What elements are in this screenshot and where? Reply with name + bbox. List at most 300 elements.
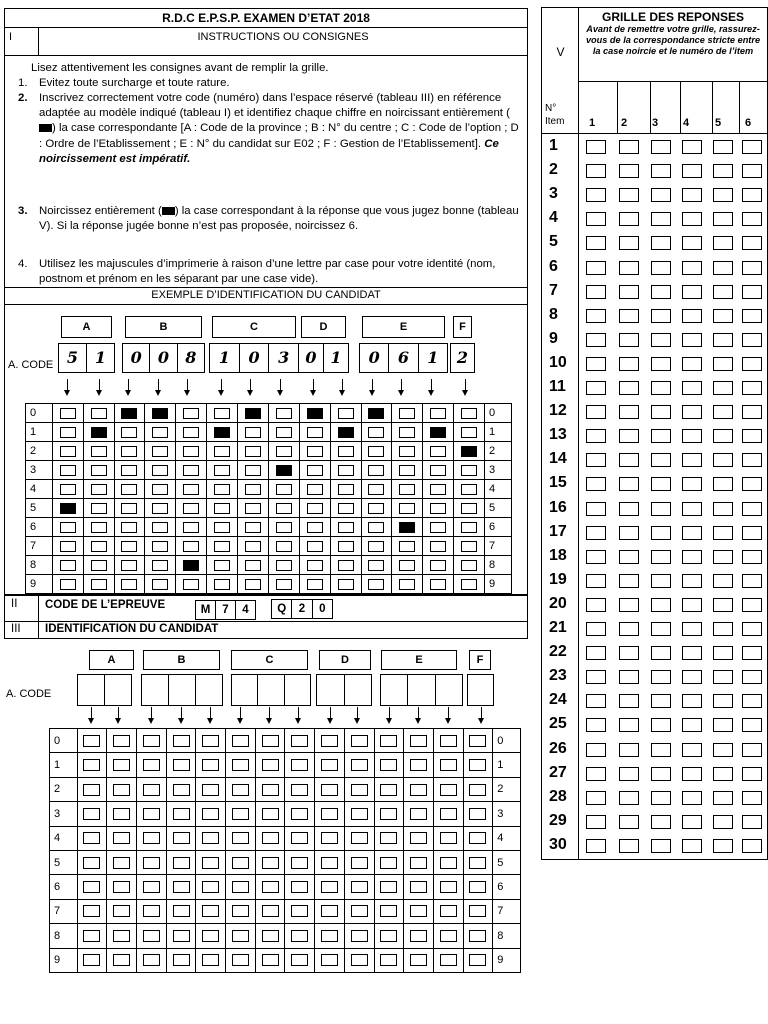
answer-bubble[interactable]: [651, 598, 671, 612]
answer-bubble[interactable]: [742, 598, 762, 612]
answer-bubble[interactable]: [586, 285, 606, 299]
candidate-bubble[interactable]: [113, 954, 130, 966]
answer-bubble[interactable]: [713, 502, 733, 516]
candidate-code-cell[interactable]: [105, 675, 131, 705]
candidate-bubble[interactable]: [291, 930, 308, 942]
answer-bubble[interactable]: [619, 791, 639, 805]
candidate-bubble[interactable]: [232, 759, 249, 771]
candidate-bubble[interactable]: [291, 954, 308, 966]
candidate-bubble[interactable]: [321, 784, 338, 796]
answer-bubble[interactable]: [651, 236, 671, 250]
answer-bubble[interactable]: [713, 381, 733, 395]
answer-bubble[interactable]: [586, 743, 606, 757]
answer-bubble[interactable]: [713, 694, 733, 708]
answer-bubble[interactable]: [682, 381, 702, 395]
answer-bubble[interactable]: [651, 357, 671, 371]
candidate-code-cell[interactable]: [232, 675, 258, 705]
answer-bubble[interactable]: [651, 670, 671, 684]
candidate-bubble[interactable]: [321, 857, 338, 869]
answer-bubble[interactable]: [713, 333, 733, 347]
answer-bubble[interactable]: [682, 502, 702, 516]
candidate-bubble[interactable]: [83, 759, 100, 771]
answer-bubble[interactable]: [682, 622, 702, 636]
candidate-bubble[interactable]: [440, 808, 457, 820]
candidate-bubble[interactable]: [113, 881, 130, 893]
answer-bubble[interactable]: [586, 646, 606, 660]
answer-bubble[interactable]: [586, 477, 606, 491]
candidate-bubble[interactable]: [232, 808, 249, 820]
candidate-bubble[interactable]: [380, 930, 397, 942]
candidate-bubble[interactable]: [232, 954, 249, 966]
answer-bubble[interactable]: [713, 718, 733, 732]
answer-bubble[interactable]: [651, 694, 671, 708]
candidate-bubble[interactable]: [262, 857, 279, 869]
candidate-bubble[interactable]: [262, 832, 279, 844]
answer-bubble[interactable]: [651, 188, 671, 202]
answer-bubble[interactable]: [682, 429, 702, 443]
answer-bubble[interactable]: [586, 767, 606, 781]
candidate-bubble[interactable]: [143, 881, 160, 893]
answer-bubble[interactable]: [713, 285, 733, 299]
answer-bubble[interactable]: [586, 261, 606, 275]
candidate-code-cell[interactable]: [285, 675, 310, 705]
candidate-bubble[interactable]: [173, 759, 190, 771]
answer-bubble[interactable]: [651, 839, 671, 853]
candidate-bubble[interactable]: [113, 735, 130, 747]
candidate-bubble[interactable]: [380, 759, 397, 771]
candidate-bubble[interactable]: [232, 905, 249, 917]
answer-bubble[interactable]: [742, 791, 762, 805]
candidate-bubble[interactable]: [113, 784, 130, 796]
answer-bubble[interactable]: [682, 718, 702, 732]
answer-bubble[interactable]: [713, 670, 733, 684]
answer-bubble[interactable]: [742, 767, 762, 781]
candidate-bubble[interactable]: [469, 881, 486, 893]
answer-bubble[interactable]: [713, 622, 733, 636]
candidate-bubble[interactable]: [173, 784, 190, 796]
candidate-bubble[interactable]: [380, 832, 397, 844]
answer-bubble[interactable]: [651, 164, 671, 178]
answer-bubble[interactable]: [619, 550, 639, 564]
answer-bubble[interactable]: [586, 502, 606, 516]
candidate-code-box[interactable]: [380, 674, 463, 706]
candidate-bubble[interactable]: [410, 784, 427, 796]
candidate-bubble[interactable]: [410, 857, 427, 869]
candidate-bubble[interactable]: [291, 784, 308, 796]
answer-bubble[interactable]: [586, 694, 606, 708]
candidate-bubble[interactable]: [469, 784, 486, 796]
candidate-bubble[interactable]: [351, 881, 368, 893]
candidate-bubble[interactable]: [173, 881, 190, 893]
answer-bubble[interactable]: [619, 236, 639, 250]
answer-bubble[interactable]: [619, 526, 639, 540]
candidate-bubble[interactable]: [321, 954, 338, 966]
candidate-code-cell[interactable]: [142, 675, 169, 705]
candidate-bubble[interactable]: [380, 905, 397, 917]
candidate-bubble[interactable]: [469, 832, 486, 844]
candidate-bubble[interactable]: [113, 759, 130, 771]
candidate-bubble[interactable]: [321, 832, 338, 844]
answer-bubble[interactable]: [619, 622, 639, 636]
candidate-code-cell[interactable]: [258, 675, 284, 705]
candidate-bubble[interactable]: [202, 784, 219, 796]
answer-bubble[interactable]: [713, 839, 733, 853]
answer-bubble[interactable]: [682, 333, 702, 347]
answer-bubble[interactable]: [586, 550, 606, 564]
candidate-bubble[interactable]: [469, 735, 486, 747]
answer-bubble[interactable]: [682, 550, 702, 564]
answer-bubble[interactable]: [713, 212, 733, 226]
answer-bubble[interactable]: [682, 839, 702, 853]
answer-bubble[interactable]: [586, 333, 606, 347]
answer-bubble[interactable]: [619, 429, 639, 443]
candidate-bubble[interactable]: [440, 905, 457, 917]
answer-bubble[interactable]: [713, 743, 733, 757]
candidate-bubble[interactable]: [410, 881, 427, 893]
candidate-bubble[interactable]: [143, 857, 160, 869]
answer-bubble[interactable]: [682, 743, 702, 757]
candidate-bubble[interactable]: [232, 832, 249, 844]
candidate-code-cell[interactable]: [436, 675, 462, 705]
answer-bubble[interactable]: [682, 815, 702, 829]
candidate-bubble[interactable]: [202, 857, 219, 869]
answer-bubble[interactable]: [619, 670, 639, 684]
answer-bubble[interactable]: [742, 188, 762, 202]
answer-bubble[interactable]: [713, 791, 733, 805]
candidate-bubble[interactable]: [351, 808, 368, 820]
candidate-bubble[interactable]: [380, 881, 397, 893]
answer-bubble[interactable]: [619, 839, 639, 853]
answer-bubble[interactable]: [742, 309, 762, 323]
candidate-bubble[interactable]: [440, 735, 457, 747]
answer-bubble[interactable]: [742, 429, 762, 443]
answer-bubble[interactable]: [619, 285, 639, 299]
candidate-bubble[interactable]: [262, 735, 279, 747]
candidate-bubble[interactable]: [83, 881, 100, 893]
candidate-bubble[interactable]: [380, 784, 397, 796]
answer-bubble[interactable]: [651, 405, 671, 419]
answer-bubble[interactable]: [713, 236, 733, 250]
candidate-bubble[interactable]: [262, 808, 279, 820]
answer-bubble[interactable]: [713, 429, 733, 443]
answer-bubble[interactable]: [742, 502, 762, 516]
answer-bubble[interactable]: [619, 309, 639, 323]
candidate-bubble[interactable]: [143, 954, 160, 966]
answer-bubble[interactable]: [742, 839, 762, 853]
answer-bubble[interactable]: [682, 212, 702, 226]
answer-bubble[interactable]: [619, 381, 639, 395]
answer-bubble[interactable]: [713, 309, 733, 323]
answer-bubble[interactable]: [586, 839, 606, 853]
candidate-bubble[interactable]: [410, 832, 427, 844]
candidate-bubble[interactable]: [351, 784, 368, 796]
answer-bubble[interactable]: [619, 261, 639, 275]
answer-bubble[interactable]: [586, 670, 606, 684]
answer-bubble[interactable]: [651, 285, 671, 299]
answer-bubble[interactable]: [651, 791, 671, 805]
answer-bubble[interactable]: [586, 188, 606, 202]
candidate-bubble[interactable]: [380, 808, 397, 820]
answer-bubble[interactable]: [682, 405, 702, 419]
candidate-bubble[interactable]: [113, 832, 130, 844]
candidate-bubble[interactable]: [173, 930, 190, 942]
answer-bubble[interactable]: [651, 526, 671, 540]
answer-bubble[interactable]: [586, 140, 606, 154]
answer-bubble[interactable]: [682, 670, 702, 684]
candidate-bubble[interactable]: [173, 954, 190, 966]
candidate-bubble[interactable]: [291, 881, 308, 893]
candidate-bubble[interactable]: [113, 857, 130, 869]
answer-bubble[interactable]: [651, 646, 671, 660]
answer-bubble[interactable]: [742, 261, 762, 275]
answer-bubble[interactable]: [619, 815, 639, 829]
answer-bubble[interactable]: [651, 477, 671, 491]
candidate-bubble[interactable]: [113, 808, 130, 820]
candidate-bubble[interactable]: [321, 759, 338, 771]
candidate-bubble[interactable]: [173, 857, 190, 869]
candidate-bubble[interactable]: [351, 905, 368, 917]
answer-bubble[interactable]: [682, 188, 702, 202]
candidate-bubble[interactable]: [440, 881, 457, 893]
answer-bubble[interactable]: [742, 453, 762, 467]
answer-bubble[interactable]: [651, 140, 671, 154]
candidate-bubble[interactable]: [321, 808, 338, 820]
answer-bubble[interactable]: [682, 285, 702, 299]
candidate-bubble[interactable]: [469, 857, 486, 869]
candidate-code-cell[interactable]: [169, 675, 196, 705]
candidate-bubble[interactable]: [173, 832, 190, 844]
answer-bubble[interactable]: [682, 453, 702, 467]
answer-bubble[interactable]: [619, 502, 639, 516]
candidate-bubble[interactable]: [202, 759, 219, 771]
answer-bubble[interactable]: [586, 164, 606, 178]
answer-bubble[interactable]: [619, 453, 639, 467]
answer-bubble[interactable]: [742, 212, 762, 226]
candidate-bubble[interactable]: [321, 930, 338, 942]
answer-bubble[interactable]: [742, 333, 762, 347]
answer-bubble[interactable]: [619, 405, 639, 419]
candidate-bubble[interactable]: [440, 930, 457, 942]
candidate-code-cell[interactable]: [408, 675, 435, 705]
answer-bubble[interactable]: [619, 574, 639, 588]
answer-bubble[interactable]: [651, 309, 671, 323]
candidate-code-cell[interactable]: [345, 675, 372, 705]
candidate-bubble[interactable]: [351, 930, 368, 942]
candidate-bubble[interactable]: [232, 881, 249, 893]
answer-bubble[interactable]: [713, 357, 733, 371]
candidate-bubble[interactable]: [291, 759, 308, 771]
candidate-code-cell[interactable]: [196, 675, 222, 705]
candidate-bubble[interactable]: [351, 735, 368, 747]
answer-bubble[interactable]: [682, 236, 702, 250]
candidate-code-cell[interactable]: [78, 675, 105, 705]
answer-bubble[interactable]: [713, 140, 733, 154]
answer-bubble[interactable]: [651, 550, 671, 564]
candidate-bubble[interactable]: [83, 857, 100, 869]
candidate-bubble[interactable]: [469, 954, 486, 966]
candidate-bubble[interactable]: [262, 905, 279, 917]
answer-bubble[interactable]: [713, 598, 733, 612]
answer-bubble[interactable]: [651, 333, 671, 347]
candidate-bubble[interactable]: [202, 832, 219, 844]
answer-bubble[interactable]: [682, 477, 702, 491]
answer-bubble[interactable]: [651, 622, 671, 636]
candidate-code-box[interactable]: [231, 674, 311, 706]
candidate-bubble[interactable]: [410, 930, 427, 942]
candidate-bubble[interactable]: [83, 954, 100, 966]
candidate-bubble[interactable]: [380, 954, 397, 966]
candidate-bubble[interactable]: [173, 808, 190, 820]
answer-bubble[interactable]: [713, 646, 733, 660]
answer-bubble[interactable]: [619, 333, 639, 347]
answer-bubble[interactable]: [742, 140, 762, 154]
answer-bubble[interactable]: [742, 164, 762, 178]
answer-bubble[interactable]: [682, 791, 702, 805]
candidate-bubble[interactable]: [143, 808, 160, 820]
candidate-bubble[interactable]: [83, 735, 100, 747]
candidate-bubble[interactable]: [321, 905, 338, 917]
answer-bubble[interactable]: [682, 598, 702, 612]
candidate-bubble[interactable]: [202, 735, 219, 747]
answer-bubble[interactable]: [713, 164, 733, 178]
candidate-bubble[interactable]: [440, 954, 457, 966]
candidate-bubble[interactable]: [202, 930, 219, 942]
answer-bubble[interactable]: [586, 429, 606, 443]
answer-bubble[interactable]: [586, 212, 606, 226]
answer-bubble[interactable]: [619, 477, 639, 491]
answer-bubble[interactable]: [619, 212, 639, 226]
answer-bubble[interactable]: [742, 815, 762, 829]
candidate-bubble[interactable]: [410, 808, 427, 820]
answer-bubble[interactable]: [713, 477, 733, 491]
answer-bubble[interactable]: [713, 405, 733, 419]
answer-bubble[interactable]: [742, 670, 762, 684]
candidate-bubble[interactable]: [291, 735, 308, 747]
candidate-bubble[interactable]: [262, 759, 279, 771]
candidate-bubble[interactable]: [173, 905, 190, 917]
candidate-bubble[interactable]: [380, 857, 397, 869]
answer-bubble[interactable]: [682, 694, 702, 708]
answer-bubble[interactable]: [682, 574, 702, 588]
candidate-bubble[interactable]: [232, 735, 249, 747]
answer-bubble[interactable]: [586, 526, 606, 540]
answer-bubble[interactable]: [586, 236, 606, 250]
answer-bubble[interactable]: [586, 791, 606, 805]
candidate-bubble[interactable]: [321, 881, 338, 893]
candidate-bubble[interactable]: [380, 735, 397, 747]
answer-bubble[interactable]: [713, 453, 733, 467]
candidate-bubble[interactable]: [83, 905, 100, 917]
answer-bubble[interactable]: [713, 574, 733, 588]
answer-bubble[interactable]: [619, 767, 639, 781]
answer-bubble[interactable]: [742, 694, 762, 708]
answer-bubble[interactable]: [682, 164, 702, 178]
candidate-bubble[interactable]: [113, 930, 130, 942]
candidate-bubble[interactable]: [202, 881, 219, 893]
candidate-bubble[interactable]: [83, 832, 100, 844]
candidate-bubble[interactable]: [410, 905, 427, 917]
answer-bubble[interactable]: [742, 574, 762, 588]
candidate-bubble[interactable]: [83, 808, 100, 820]
answer-bubble[interactable]: [713, 815, 733, 829]
candidate-bubble[interactable]: [262, 881, 279, 893]
answer-bubble[interactable]: [651, 381, 671, 395]
candidate-bubble[interactable]: [469, 759, 486, 771]
candidate-bubble[interactable]: [83, 784, 100, 796]
candidate-bubble[interactable]: [351, 857, 368, 869]
answer-bubble[interactable]: [713, 188, 733, 202]
answer-bubble[interactable]: [619, 164, 639, 178]
candidate-bubble[interactable]: [202, 808, 219, 820]
answer-bubble[interactable]: [651, 453, 671, 467]
candidate-bubble[interactable]: [410, 735, 427, 747]
answer-bubble[interactable]: [742, 718, 762, 732]
candidate-bubble[interactable]: [291, 857, 308, 869]
candidate-code-box[interactable]: [77, 674, 132, 706]
candidate-code-cell[interactable]: [317, 675, 345, 705]
answer-bubble[interactable]: [713, 550, 733, 564]
answer-bubble[interactable]: [619, 646, 639, 660]
candidate-bubble[interactable]: [143, 759, 160, 771]
candidate-code-cell[interactable]: [468, 675, 493, 705]
candidate-code-box[interactable]: [316, 674, 372, 706]
answer-bubble[interactable]: [682, 309, 702, 323]
answer-bubble[interactable]: [651, 743, 671, 757]
answer-bubble[interactable]: [742, 405, 762, 419]
answer-bubble[interactable]: [682, 767, 702, 781]
candidate-bubble[interactable]: [440, 759, 457, 771]
candidate-code-box[interactable]: [141, 674, 223, 706]
answer-bubble[interactable]: [742, 285, 762, 299]
answer-bubble[interactable]: [586, 718, 606, 732]
answer-bubble[interactable]: [651, 718, 671, 732]
answer-bubble[interactable]: [713, 261, 733, 275]
answer-bubble[interactable]: [619, 357, 639, 371]
candidate-bubble[interactable]: [469, 905, 486, 917]
answer-bubble[interactable]: [682, 140, 702, 154]
answer-bubble[interactable]: [742, 357, 762, 371]
candidate-bubble[interactable]: [262, 954, 279, 966]
answer-bubble[interactable]: [682, 526, 702, 540]
answer-bubble[interactable]: [742, 236, 762, 250]
candidate-bubble[interactable]: [232, 857, 249, 869]
candidate-bubble[interactable]: [291, 832, 308, 844]
candidate-code-box[interactable]: [467, 674, 494, 706]
candidate-bubble[interactable]: [202, 905, 219, 917]
answer-bubble[interactable]: [742, 550, 762, 564]
candidate-bubble[interactable]: [143, 832, 160, 844]
candidate-bubble[interactable]: [440, 784, 457, 796]
candidate-bubble[interactable]: [143, 784, 160, 796]
answer-bubble[interactable]: [742, 381, 762, 395]
candidate-bubble[interactable]: [410, 759, 427, 771]
answer-bubble[interactable]: [682, 357, 702, 371]
answer-bubble[interactable]: [651, 502, 671, 516]
answer-bubble[interactable]: [651, 574, 671, 588]
candidate-bubble[interactable]: [202, 954, 219, 966]
answer-bubble[interactable]: [619, 694, 639, 708]
candidate-bubble[interactable]: [143, 905, 160, 917]
answer-bubble[interactable]: [713, 767, 733, 781]
answer-bubble[interactable]: [742, 646, 762, 660]
candidate-bubble[interactable]: [469, 808, 486, 820]
candidate-bubble[interactable]: [440, 832, 457, 844]
candidate-bubble[interactable]: [113, 905, 130, 917]
candidate-bubble[interactable]: [440, 857, 457, 869]
candidate-bubble[interactable]: [351, 954, 368, 966]
answer-bubble[interactable]: [651, 429, 671, 443]
answer-bubble[interactable]: [586, 574, 606, 588]
